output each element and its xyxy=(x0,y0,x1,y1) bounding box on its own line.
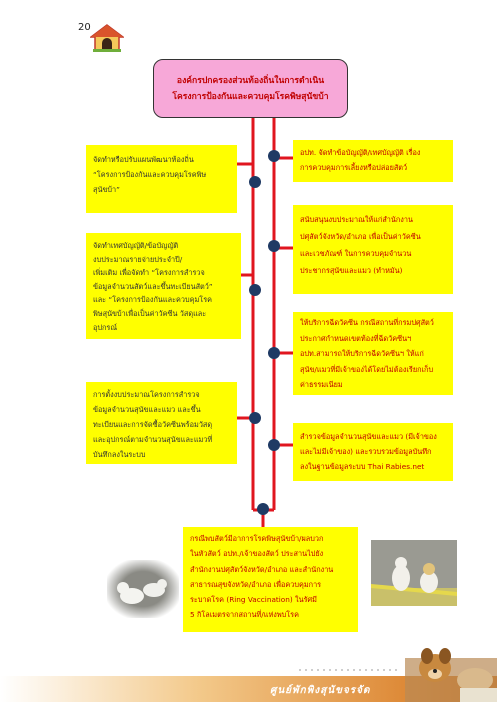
connector-dot xyxy=(249,284,261,296)
left-box-1: จัดทำหรือปรับแผนพัฒนาท้องถิ่น “โครงการป้องกันและควบคุมโรคพิษ สุนัขบ้า” xyxy=(86,145,237,213)
page-number: 20 xyxy=(78,22,91,33)
title-line-2: โครงการป้องกันและควบคุมโรคพิษสุนัขบ้า xyxy=(172,91,329,102)
cats-photo-right xyxy=(371,540,457,606)
right-box-3: ให้บริการฉีดวัคซีน กรณีสถานที่กรมปศุสัตว์ ประกาศกำหนดเขตท้องที่ฉีดวัคซีนฯ อปท.สามารถให้บริการฉีดวัคซีนฯ ให้แก่ สุนัข/แมวที่มีเจ้าของได้โดยไม่ต้องเรียกเก็บ ค่าธรรมเนียม xyxy=(293,312,453,395)
connector-dot xyxy=(249,176,261,188)
cats-photo-left xyxy=(107,560,179,618)
left-box-2: จัดทำเทศบัญญัติ/ข้อบัญญัติ งบประมาณรายจ่ายประจำปี/ เพิ่มเติม เพื่อจัดทำ “โครงการสำรวจ ข้อมูลจำนวนสัตว์และขึ้นทะเบียนสัตว์” และ “โครงการป้องกันและควบคุมโรค พิษสุนัขบ้าเพื่อเป็นค่าวัคซีน วัสดุและ อุปกรณ์ xyxy=(86,233,241,339)
title-line-1: องค์กรปกครองส่วนท้องถิ่นในการดำเนิน xyxy=(176,75,325,86)
left-box-3: การตั้งงบประมาณโครงการสำรวจ ข้อมูลจำนวนสุนัขและแมว และขึ้น ทะเบียนและการจัดซื้อวัคซีนพร้อมวัสดุ และอุปกรณ์ตามจำนวนสุนัขและแมวที่ บันทึกลงในระบบ xyxy=(86,382,237,464)
dog-footer-photo xyxy=(405,638,497,702)
right-box-2: สนับสนุนงบประมาณให้แก่สำนักงาน ปศุสัตว์จังหวัด/อำเภอ เพื่อเป็นค่าวัคซีน และเวชภัณฑ์ ในการควบคุมจำนวน ประชากรสุนัขและแมว (ทำหมัน) xyxy=(293,205,453,294)
connector-dot xyxy=(268,240,280,252)
connector-dot xyxy=(268,150,280,162)
right-box-4: สำรวจข้อมูลจำนวนสุนัขและแมว (มีเจ้าของ และไม่มีเจ้าของ) และรวบรวมข้อมูลบันทึก ลงในฐานข้อมูลระบบ Thai Rabies.net xyxy=(293,423,453,481)
connector-dot xyxy=(257,503,269,515)
connector-dot xyxy=(268,439,280,451)
footer-label: ศูนย์พักพิงสุนัขจรจัด xyxy=(270,685,371,696)
connector-dot xyxy=(268,347,280,359)
right-box-1: อปท. จัดทำข้อบัญญัติ/เทศบัญญัติ เรื่อง การควบคุมการเลี้ยงหรือปล่อยสัตว์ xyxy=(293,140,453,182)
bottom-box: กรณีพบสัตว์มีอาการโรคพิษสุนัขบ้า/ผลบวก ในหัวสัตว์ อปท./เจ้าของสัตว์ ประสานไปยัง สำนักงานปศุสัตว์จังหวัด/อำเภอ และสำนักงาน สาธารณสุขจังหวัด/อำเภอ เพื่อควบคุมการ ระบาดโรค (Ring Vaccination) ในรัศมี 5 กิโลเมตรจากสถานที่/แห่งพบโรค xyxy=(183,527,358,632)
connector-dot xyxy=(249,412,261,424)
